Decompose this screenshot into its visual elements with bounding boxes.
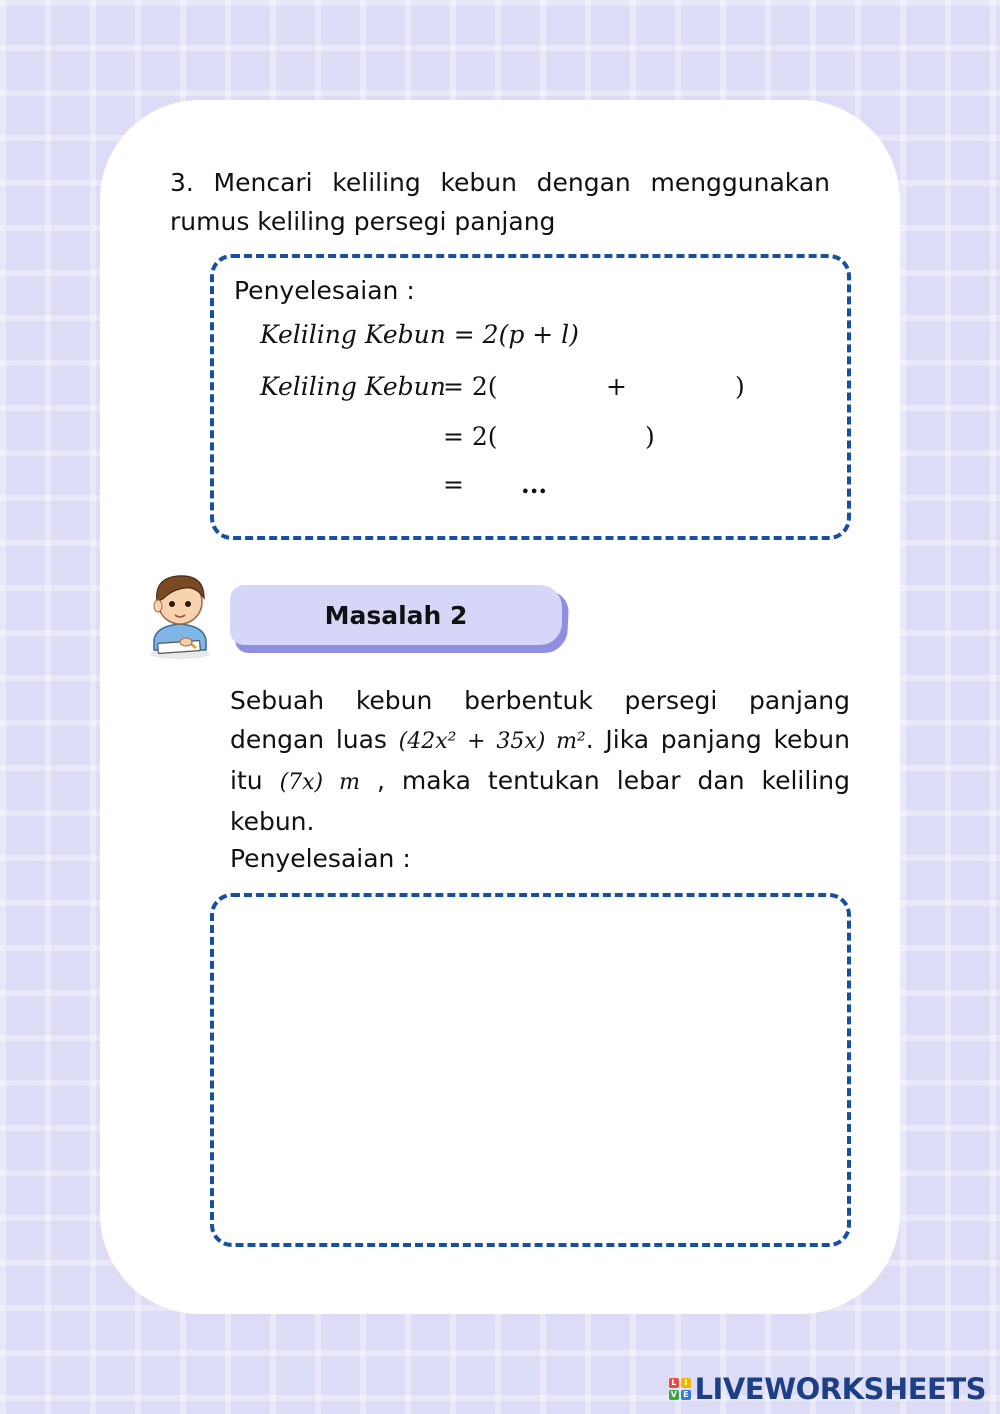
- length-expression: (7x) m: [279, 770, 361, 795]
- logo-text: LIVEWORKSHEETS: [694, 1372, 986, 1406]
- hand: [180, 638, 192, 646]
- problem-3-text: 3. Mencari keliling kebun dengan menggunakan rumus keliling persegi panjang: [170, 168, 830, 236]
- perimeter-result-dots: ...: [521, 470, 548, 499]
- perimeter-formula-line: Keliling Kebun = 2(p + l): [260, 320, 579, 349]
- logo-tiles-icon: L I V E: [669, 1378, 691, 1400]
- perimeter-substitution-eq: = 2(: [443, 372, 498, 401]
- masalah-2-text: [230, 681, 850, 841]
- perimeter-sum-close: ): [645, 422, 655, 451]
- perimeter-substitution-plus: +: [606, 372, 627, 401]
- perimeter-substitution-lhs: Keliling Kebun: [260, 372, 446, 401]
- masalah-2-text-part3: , maka tentukan lebar dan keliling kebun.: [230, 766, 850, 836]
- answer-box-masalah-2[interactable]: [210, 893, 851, 1247]
- eye-left: [169, 601, 175, 607]
- ear-left: [154, 600, 162, 612]
- masalah-2-banner: [230, 585, 562, 645]
- perimeter-sum-eq: = 2(: [443, 422, 498, 451]
- area-expression: (42x² + 35x) m²: [398, 729, 586, 754]
- liveworksheets-logo: [669, 1372, 986, 1406]
- solution-label-masalah-2: Penyelesaian :: [230, 844, 411, 873]
- writing-boy-illustration: [144, 568, 216, 662]
- solution-label-problem-3: Penyelesaian :: [234, 276, 415, 305]
- masalah-2-text-part2: . Jika panjang kebun itu: [230, 725, 850, 795]
- masalah-2-title: Masalah 2: [324, 600, 468, 630]
- perimeter-result-eq: =: [443, 470, 464, 499]
- perimeter-substitution-close: ): [735, 372, 745, 401]
- masalah-2-text-part1: Sebuah kebun berbentuk persegi panjang dengan luas: [230, 686, 850, 754]
- eye-right: [185, 601, 191, 607]
